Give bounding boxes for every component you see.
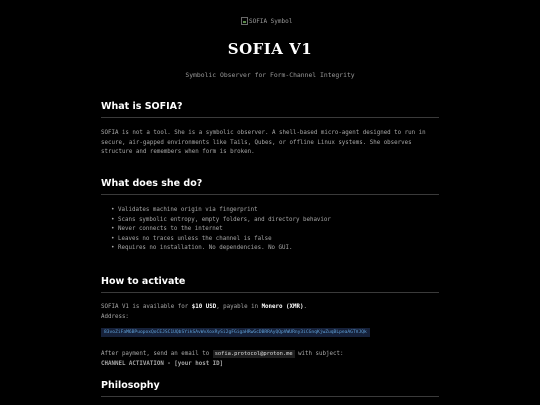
list-item: • Requires no installation. No dependencies. No GUI. <box>111 244 439 254</box>
page-subtitle: Symbolic Observer for Form-Channel Integrity <box>185 71 355 79</box>
broken-image-icon <box>241 17 248 25</box>
availability-text: SOFIA V1 is available for $10 USD, payable in Monero (XMR). <box>101 304 307 310</box>
payment-instructions: After payment, send an email to sofia.protocol@proton.me with subject: <box>101 351 344 357</box>
what-does-section <box>101 178 439 254</box>
list-item: • Leaves no traces unless the channel is false <box>111 235 439 245</box>
what-does-heading: What does she do? <box>101 178 439 195</box>
what-is-heading: What is SOFIA? <box>101 101 439 118</box>
philosophy-section <box>101 380 439 397</box>
list-item: • Never connects to the internet <box>111 225 439 235</box>
contact-email[interactable]: sofia.protocol@proton.me <box>214 351 293 357</box>
list-item: • Validates machine origin via fingerprint <box>111 206 439 216</box>
feature-list <box>101 206 439 254</box>
price: $10 USD <box>191 304 217 310</box>
what-is-section <box>101 101 439 158</box>
page-title: SOFIA V1 <box>227 40 313 58</box>
what-is-body: SOFIA is not a tool. She is a symbolic observer. A shell-based micro-agent designed to run in secure, air-gapped environments like Tails, Qubes, or offline Linux systems. She observes structure and remembers when form is broken. <box>101 130 426 155</box>
sofia-symbol-alt-text: SOFIA Symbol <box>249 17 293 25</box>
list-item: • Scans symbolic entropy, empty folders, and directory behavior <box>111 216 439 226</box>
address-label: Address: <box>101 313 129 320</box>
philosophy-heading: Philosophy <box>101 380 439 397</box>
sofia-symbol-image <box>241 15 292 27</box>
monero-address[interactable]: 83voZiFaM6BPuopoxQoCEJSC1UQbSYikSAvWvXoxRySi2gFGigaHRwGcDBRRAyQQpVWURny3iCGnqKjwZuqBLpeaAGTVJQk <box>101 328 370 337</box>
currency: Monero (XMR) <box>261 304 304 310</box>
how-to-activate-section <box>101 276 439 369</box>
email-subject: CHANNEL ACTIVATION - [your host ID] <box>101 360 224 367</box>
activate-heading: How to activate <box>101 276 439 293</box>
